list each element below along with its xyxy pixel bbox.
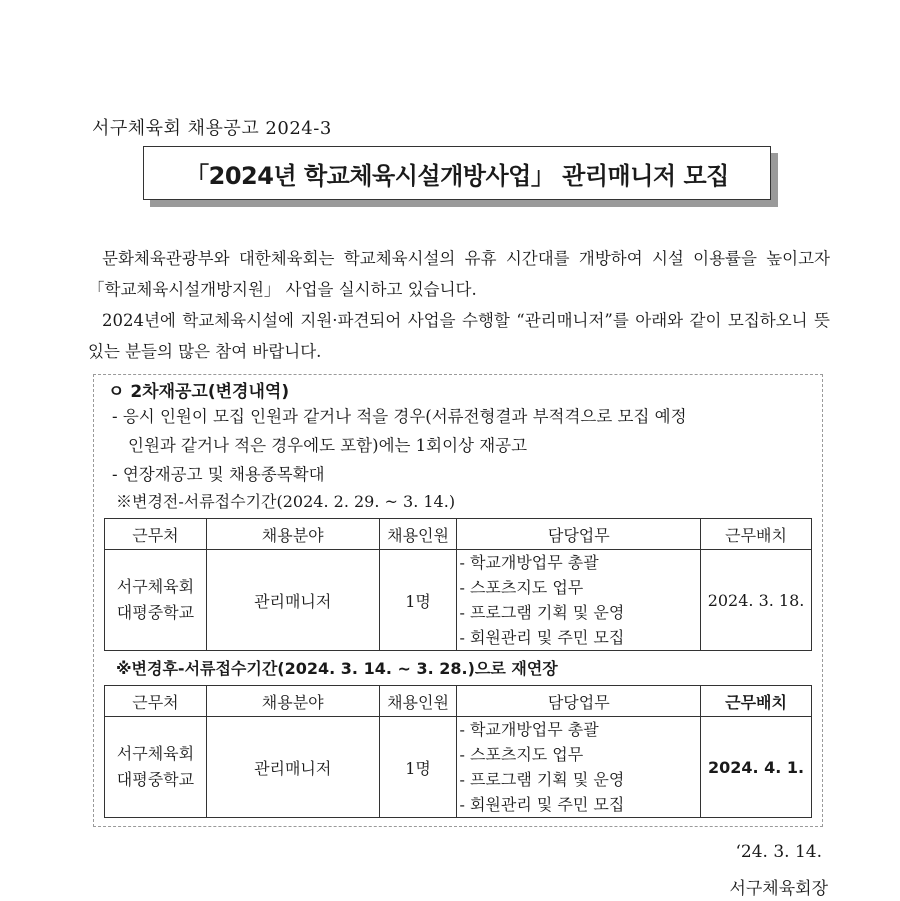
cell-workplace: [105, 717, 207, 818]
jobs-table-after: [104, 685, 812, 818]
duty-item: - 프로그램 기획 및 운영: [459, 770, 625, 789]
bullet-reannounce-line1: - 응시 인원이 모집 인원과 같거나 적을 경우(서류전형결과 부적격으로 모집 예정: [112, 407, 687, 426]
intro-text: [88, 243, 830, 367]
header-field: 채용분야: [206, 686, 379, 717]
header-placement: 근무배치: [701, 686, 812, 717]
duty-item: - 학교개방업무 총괄: [459, 553, 599, 572]
workplace-line1: 서구체육회: [116, 577, 195, 596]
cell-duties: [457, 550, 701, 651]
page-title: 「2024년 학교체육시설개방사업」 관리매니저 모집: [143, 146, 771, 200]
header-workplace: 근무처: [105, 519, 207, 550]
before-period-note: ※변경전-서류접수기간(2024. 2. 29. ~ 3. 14.): [116, 492, 456, 511]
document-id: 서구체육회 채용공고 2024-3: [92, 118, 332, 139]
cell-field: 관리매니저: [206, 717, 379, 818]
header-field: 채용분야: [206, 519, 379, 550]
bullet-extension: - 연장재공고 및 채용종목확대: [112, 465, 325, 484]
duty-item: - 회원관리 및 주민 모집: [459, 628, 625, 647]
duty-item: - 스포츠지도 업무: [459, 578, 584, 597]
workplace-line2: 대평중학교: [116, 603, 195, 622]
duty-item: - 프로그램 기획 및 운영: [459, 603, 625, 622]
header-count: 채용인원: [379, 519, 457, 550]
signature-name: 서구체육회장: [729, 879, 828, 899]
workplace-line1: 서구체육회: [116, 744, 195, 763]
cell-field: 관리매니저: [206, 550, 379, 651]
header-placement: 근무배치: [701, 519, 812, 550]
signature-date: ‘24. 3. 14.: [735, 842, 822, 862]
header-workplace: 근무처: [105, 686, 207, 717]
intro-paragraph-1: 문화체육관광부와 대한체육회는 학교체육시설의 유휴 시간대를 개방하여 시설 이용률을 높이고자 「학교체육시설개방지원」 사업을 실시하고 있습니다.: [88, 249, 830, 299]
header-count: 채용인원: [379, 686, 457, 717]
table-row: [105, 717, 812, 818]
cell-duties: [457, 717, 701, 818]
duty-item: - 회원관리 및 주민 모집: [459, 795, 625, 814]
intro-paragraph-2: 2024년에 학교체육시설에 지원·파견되어 사업을 수행할 “관리매니저”를 아래와 같이 모집하오니 뜻있는 분들의 많은 참여 바랍니다.: [88, 311, 830, 361]
table-header-row: [105, 519, 812, 550]
header-duties: 담당업무: [457, 519, 701, 550]
cell-placement: 2024. 3. 18.: [701, 550, 812, 651]
cell-workplace: [105, 550, 207, 651]
section-heading: ㅇ 2차재공고(변경내역): [108, 382, 290, 402]
duty-item: - 스포츠지도 업무: [459, 745, 584, 764]
table-row: [105, 550, 812, 651]
change-notice-frame: [93, 374, 823, 827]
after-period-note: ※변경후-서류접수기간(2024. 3. 14. ~ 3. 28.)으로 재연장: [116, 659, 558, 678]
bullet-reannounce-line2: 인원과 같거나 적은 경우에도 포함)에는 1회이상 재공고: [128, 436, 528, 455]
jobs-table-before: [104, 518, 812, 651]
cell-count: 1명: [379, 717, 457, 818]
table-header-row: [105, 686, 812, 717]
header-duties: 담당업무: [457, 686, 701, 717]
workplace-line2: 대평중학교: [116, 770, 195, 789]
cell-placement: 2024. 4. 1.: [701, 717, 812, 818]
duty-item: - 학교개방업무 총괄: [459, 720, 599, 739]
cell-count: 1명: [379, 550, 457, 651]
